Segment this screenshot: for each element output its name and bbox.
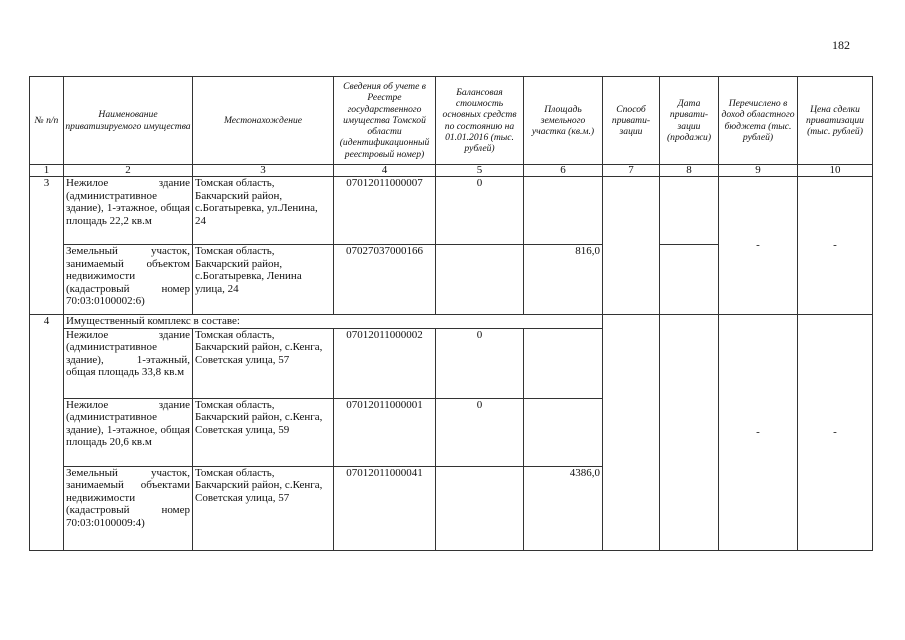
- item-price: -: [798, 315, 873, 551]
- item-area: [524, 328, 603, 398]
- item-transferred: -: [719, 177, 798, 315]
- header-method: Способ привати-зации: [603, 77, 660, 165]
- item-method: [603, 177, 660, 315]
- item-registry: 07012011000001: [334, 398, 436, 466]
- header-date: Дата привати-зации (продажи): [660, 77, 719, 165]
- item-registry: 07027037000166: [334, 245, 436, 315]
- item-date: [660, 245, 719, 315]
- header-location: Местонахождение: [193, 77, 334, 165]
- item-price: -: [798, 177, 873, 315]
- item-date: [660, 177, 719, 245]
- item-method: [603, 315, 660, 551]
- column-number: 3: [193, 165, 334, 177]
- header-row: [30, 77, 873, 165]
- item-location: Томская область, Бакчарский район, с.Богатыревка, Ленина улица, 24: [193, 245, 334, 315]
- column-number: 7: [603, 165, 660, 177]
- item-location: Томская область, Бакчарский район, с.Кенга, Советская улица, 57: [193, 328, 334, 398]
- item-balance: [436, 466, 524, 550]
- item-registry: 07012011000002: [334, 328, 436, 398]
- header-price: Цена сделки приватизации (тыс. рублей): [798, 77, 873, 165]
- header-balance: Балансовая стоимость основных средств по состоянию на 01.01.2016 (тыс. рублей): [436, 77, 524, 165]
- column-number: 4: [334, 165, 436, 177]
- page-number: 182: [832, 38, 850, 52]
- header-number: № п/п: [30, 77, 64, 165]
- item-name: Нежилое здание (административное здание), 1-этажное, общая площадь 20,6 кв.м: [64, 398, 193, 466]
- header-transferred: Перечислено в доход областного бюджета (тыс. рублей): [719, 77, 798, 165]
- column-number: 6: [524, 165, 603, 177]
- item-transferred: -: [719, 315, 798, 551]
- table-row: [30, 315, 873, 329]
- item-name: Земельный участок, занимаемый объектами недвижимости (кадастровый номер 70:03:0100009:4): [64, 466, 193, 550]
- item-registry: 07012011000041: [334, 466, 436, 550]
- item-location: Томская область, Бакчарский район, с.Кенга, Советская улица, 57: [193, 466, 334, 550]
- item-balance: 0: [436, 328, 524, 398]
- header-area: Площадь земельного участка (кв.м.): [524, 77, 603, 165]
- column-number: 1: [30, 165, 64, 177]
- column-number: 8: [660, 165, 719, 177]
- item-name: Нежилое здание (административное здание), 1-этажный, общая площадь 33,8 кв.м: [64, 328, 193, 398]
- item-balance: 0: [436, 177, 524, 245]
- table-row: [30, 177, 873, 245]
- column-number: 10: [798, 165, 873, 177]
- column-number: 2: [64, 165, 193, 177]
- header-name: Наименование приватизируемого имущества: [64, 77, 193, 165]
- item-area: 4386,0: [524, 466, 603, 550]
- item-name: Земельный участок, занимаемый объектом недвижимости (кадастровый номер 70:03:0100002:6): [64, 245, 193, 315]
- header-registry: Сведения об учете в Реестре государственного имущества Томской области (идентификационный реестровый номер): [334, 77, 436, 165]
- group-title: Имущественный комплекс в составе:: [64, 315, 603, 329]
- item-area: [524, 398, 603, 466]
- item-area: 816,0: [524, 245, 603, 315]
- item-name: Нежилое здание (административное здание), 1-этажное, общая площадь 22,2 кв.м: [64, 177, 193, 245]
- column-number: 5: [436, 165, 524, 177]
- item-date: [660, 315, 719, 551]
- row-number: 4: [30, 315, 64, 551]
- item-registry: 07012011000007: [334, 177, 436, 245]
- column-number: 9: [719, 165, 798, 177]
- item-location: Томская область, Бакчарский район, с.Кенга, Советская улица, 59: [193, 398, 334, 466]
- item-area: [524, 177, 603, 245]
- column-number-row: [30, 165, 873, 177]
- item-balance: 0: [436, 398, 524, 466]
- item-balance: [436, 245, 524, 315]
- privatization-table: [29, 76, 873, 551]
- row-number: 3: [30, 177, 64, 315]
- item-location: Томская область, Бакчарский район, с.Богатыревка, ул.Ленина, 24: [193, 177, 334, 245]
